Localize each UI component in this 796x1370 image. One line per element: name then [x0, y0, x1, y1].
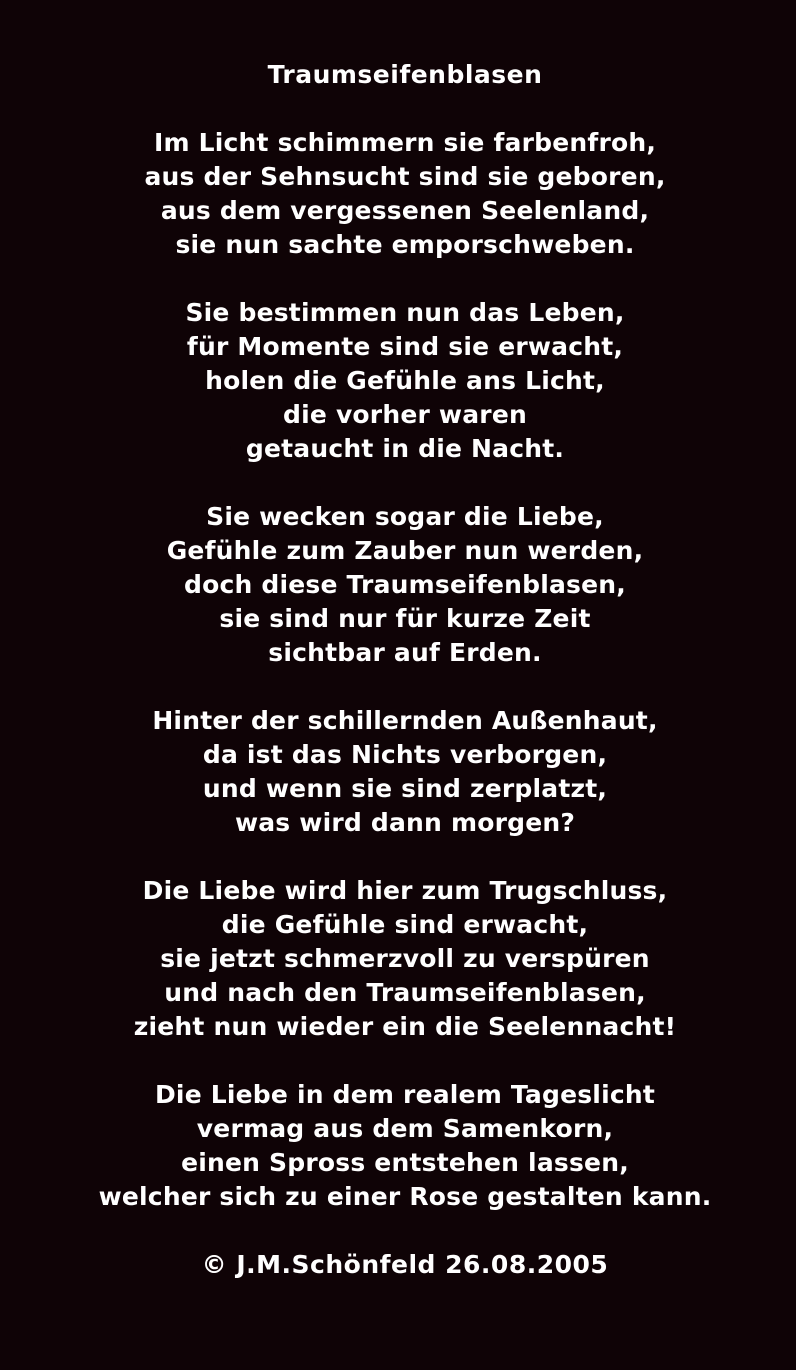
- poem-line: holen die Gefühle ans Licht,: [205, 366, 605, 395]
- poem-line: und wenn sie sind zerplatzt,: [202, 774, 608, 803]
- poem-line: doch diese Traumseifenblasen,: [183, 570, 626, 599]
- poem-line: was wird dann morgen?: [234, 808, 576, 837]
- poem-line: die vorher waren: [283, 400, 527, 429]
- poem-line: sie jetzt schmerzvoll zu verspüren: [160, 944, 650, 973]
- poem-line: Gefühle zum Zauber nun werden,: [166, 536, 644, 565]
- poem-line: Sie bestimmen nun das Leben,: [185, 298, 625, 327]
- poem-line: welcher sich zu einer Rose gestalten kann.: [98, 1182, 712, 1211]
- poem-line: zieht nun wieder ein die Seelennacht!: [133, 1012, 677, 1041]
- poem-line: sie sind nur für kurze Zeit: [219, 604, 591, 633]
- poem-line: vermag aus dem Samenkorn,: [196, 1114, 614, 1143]
- stanza-1: [14, 126, 796, 262]
- author-attribution: © J.M.Schönfeld 26.08.2005: [201, 1250, 609, 1279]
- stanza-5: [14, 874, 796, 1044]
- poem-line: Die Liebe wird hier zum Trugschluss,: [142, 876, 668, 905]
- poem-line: aus der Sehnsucht sind sie geboren,: [144, 162, 666, 191]
- poem-line: die Gefühle sind erwacht,: [221, 910, 589, 939]
- poem-line: aus dem vergessenen Seelenland,: [160, 196, 650, 225]
- poem-line: einen Spross entstehen lassen,: [181, 1148, 629, 1177]
- poem-line: Sie wecken sogar die Liebe,: [206, 502, 604, 531]
- poem-line: Hinter der schillernden Außenhaut,: [152, 706, 658, 735]
- stanza-3: [14, 500, 796, 670]
- poem-line: sie nun sachte emporschweben.: [175, 230, 635, 259]
- poem-line: sichtbar auf Erden.: [268, 638, 542, 667]
- poem-line: für Momente sind sie erwacht,: [186, 332, 624, 361]
- stanza-6: [14, 1078, 796, 1214]
- poem-line: getaucht in die Nacht.: [245, 434, 565, 463]
- stanza-4: [14, 704, 796, 840]
- poem-line: Die Liebe in dem realem Tageslicht: [154, 1080, 656, 1109]
- stanza-2: [14, 296, 796, 466]
- poem-title: Traumseifenblasen: [267, 60, 543, 89]
- poem-line: Im Licht schimmern sie farbenfroh,: [153, 128, 657, 157]
- poem-line: da ist das Nichts verborgen,: [202, 740, 608, 769]
- poem-line: und nach den Traumseifenblasen,: [164, 978, 646, 1007]
